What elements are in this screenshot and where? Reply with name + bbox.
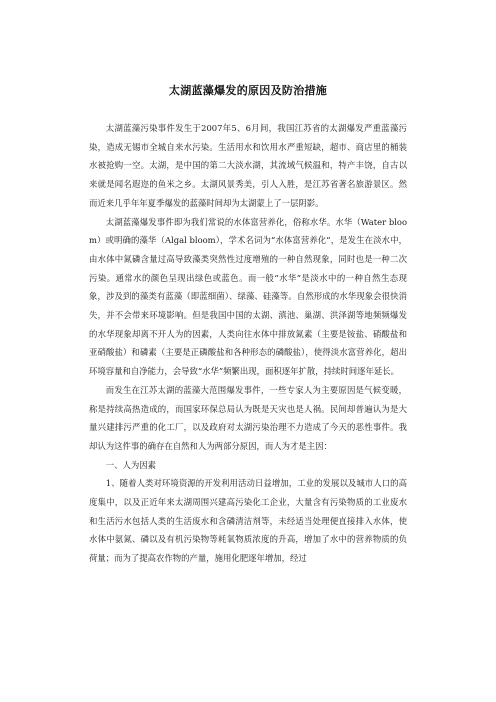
paragraph-causes: 而发生在江苏太湖的蓝藻大范围爆发事件，一些专家人为主要原因是气候变暖，称是持续高热造成的，而国家环保总局认为既是天灾也是人祸。民间却普遍认为是大量兴建排污严重的化工厂，以及政府对太湖污染治理不力造成了今天的恶性事件。我却认为这件事的确存在自然和人为两部分原因，而人为才是主因： <box>89 384 407 451</box>
paragraph-intro: 太湖蓝藻污染事件发生于2007年5、6月间，我国江苏省的太湖爆发严重蓝藻污染，造成无锡市全城自来水污染。生活用水和饮用水严重短缺，超市、商店里的桶装水被抢购一空。太湖，是中国的第二大淡水湖，其流域气候温和，特产丰饶，自古以来就是闻名遐迩的鱼米之乡。太湖风景秀美，引人入胜，是江苏省著名旅游景区。然而近来几乎年年夏季爆发的蓝藻时间却为太湖蒙上了一层阴影。 <box>89 123 407 208</box>
document-title: 太湖蓝藻爆发的原因及防治措施 <box>168 84 328 97</box>
section-heading-human-factors: 一、人为因素 <box>105 459 157 470</box>
paragraph-human-factor-1: 1、随着人类对环境资源的开发利用活动日益增加，工业的发展以及城市人口的高度集中，以及正近年来太湖周围兴建高污染化工企业，大量含有污染物质的工业废水和生活污水包括人类的生活废水和含磷清洁剂等，未经适当处理便直接排入水体，使水体中氨氮、磷以及有机污染物等耗氧物质浓度的升高，增加了水中的营养物质的负荷量；而为了提高农作物的产量，施用化肥逐年增加，经过 <box>89 478 407 564</box>
paragraph-water-bloom: 太湖蓝藻爆发事件即为我们常说的水体富营养化，俗称水华。水华（Water bloom）或明确的藻华（Algal bloom），学术名词为“水体富营养化”，是发生在淡水中，由水体中氮磷含量过高导致藻类突然性过度增殖的一种自然现象，同时也是一种二次污染。通常水的颜色呈现出绿色或蓝色。而一般“水华”是淡水中的一种自然生态现象，涉及到的藻类有蓝藻（即蓝细菌）、绿藻、硅藻等。自然形成的水华现象会很快消失，并不会带来环境影响。但是我国中国的太湖、滇池、巢湖、洪泽湖等地频频爆发的水华现象却离不开人为的因素，人类向往水体中排放氮素（主要是铵盐、硝酸盐和亚硝酸盐）和磷素（主要是正磷酸盐和各种形态的磷酸盐），使得淡水富营养化，超出环境容量和自净能力，会导致“水华”频繁出现，面积逐年扩散，持续时间逐年延长。 <box>89 216 407 377</box>
document-body <box>89 119 407 568</box>
